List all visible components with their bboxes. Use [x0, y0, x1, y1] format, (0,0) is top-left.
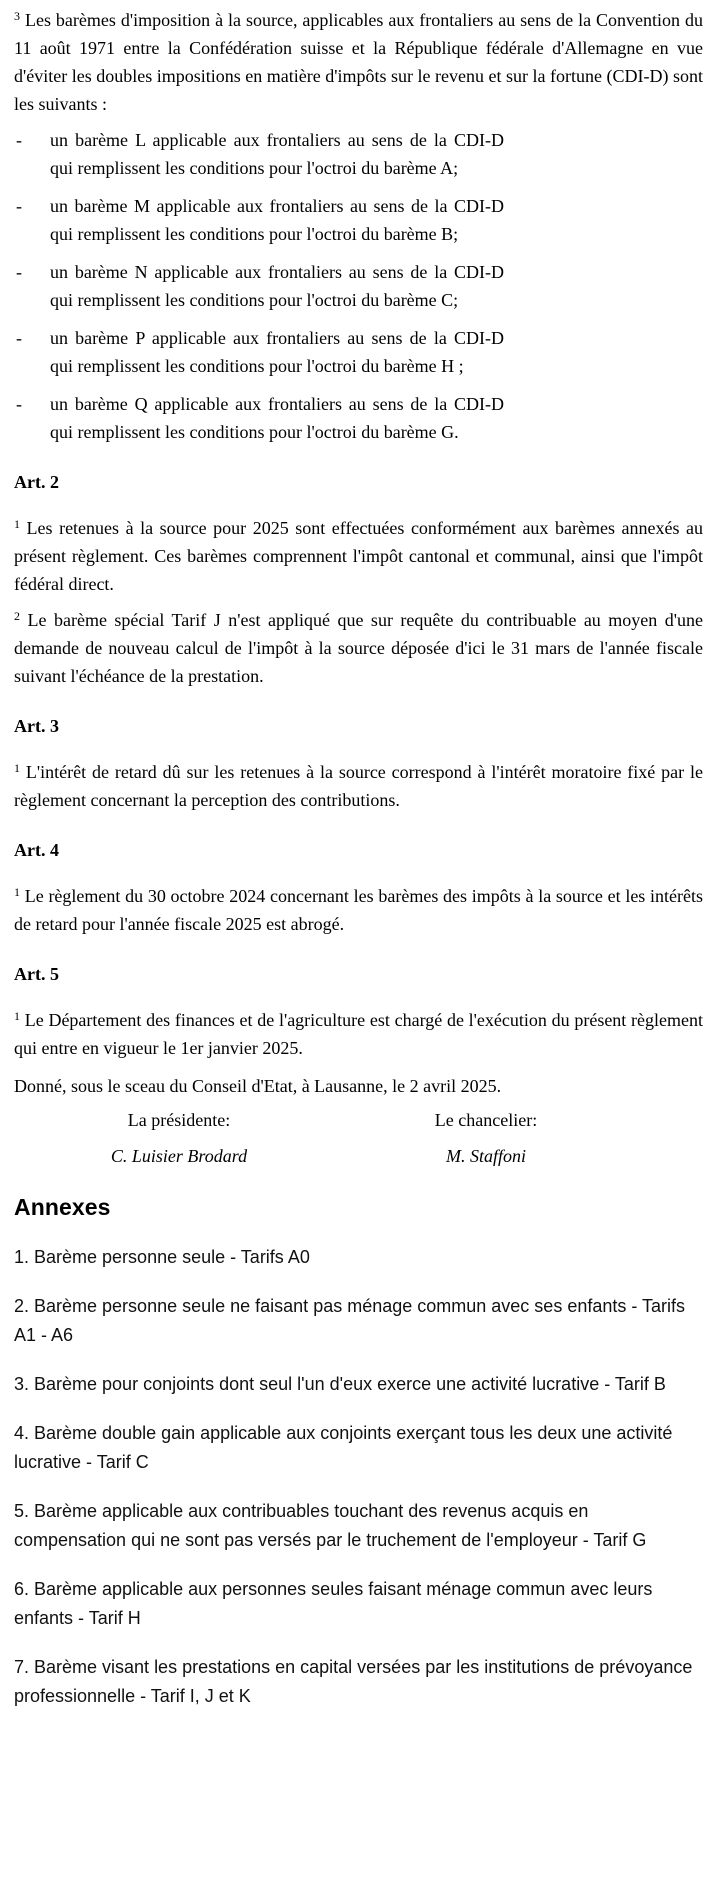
paragraph-number: 2 [14, 609, 20, 623]
list-item-text: un barème L applicable aux frontaliers au sens de la CDI-D qui remplissent les conditions pour l'octroi du barème A; [50, 130, 504, 178]
annex-item: 2. Barème personne seule ne faisant pas ménage commun avec ses enfants - Tarifs A1 - A6 [14, 1296, 686, 1345]
article-3-heading: Art. 3 [14, 716, 59, 736]
annex-item: 5. Barème applicable aux contribuables touchant des revenus acquis en compensation qui ne sont pas versés par le truchement de l'employeur - Tarif G [14, 1501, 647, 1550]
paragraph-text: Le barème spécial Tarif J n'est appliqué que sur requête du contribuable au moyen d'une demande de nouveau calcul de l'impôt à la source déposée d'ici le 31 mars de l'année fiscale suivant l'échéance de la prestation. [14, 610, 704, 686]
paragraph-text: Le Département des finances et de l'agriculture est chargé de l'exécution du présent règlement qui entre en vigueur le 1er janvier 2025. [14, 1010, 703, 1058]
annexes-section [14, 1194, 703, 1711]
article-2-paragraph-2 [14, 606, 703, 690]
annex-item: 7. Barème visant les prestations en capital versées par les institutions de prévoyance professionnelle - Tarif I, J et K [14, 1657, 693, 1706]
list-item-text: un barème Q applicable aux frontaliers au sens de la CDI-D qui remplissent les conditions pour l'octroi du barème G. [50, 394, 504, 442]
article-3-paragraph-1 [14, 758, 703, 814]
list-item [14, 258, 504, 314]
list-item-text: un barème P applicable aux frontaliers au sens de la CDI-D qui remplissent les conditions pour l'octroi du barème H ; [50, 328, 504, 376]
signature-name: M. Staffoni [446, 1146, 526, 1166]
article-5-heading: Art. 5 [14, 964, 59, 984]
list-item [14, 192, 504, 248]
dash-bullet: - [16, 394, 22, 414]
regulation-body [14, 6, 703, 1170]
paragraph-number: 3 [14, 9, 20, 23]
tariff-list [14, 126, 703, 446]
paragraph-number: 1 [14, 1009, 20, 1023]
list-item [14, 390, 504, 446]
dash-bullet: - [16, 328, 22, 348]
signature-role: La présidente: [127, 1110, 231, 1130]
dash-bullet: - [16, 262, 22, 282]
paragraph-text: Le règlement du 30 octobre 2024 concernant les barèmes des impôts à la source et les intérêts de retard pour l'année fiscale 2025 est abrogé. [14, 886, 704, 934]
article-5-paragraph-1 [14, 1006, 703, 1062]
annex-item: 4. Barème double gain applicable aux conjoints exerçant tous les deux une activité lucrative - Tarif C [14, 1423, 673, 1472]
intro-paragraph [14, 6, 703, 118]
article-4-paragraph-1 [14, 882, 703, 938]
annex-item: 1. Barème personne seule - Tarifs A0 [14, 1247, 310, 1267]
list-item [14, 126, 504, 182]
signature-chancellor [366, 1106, 606, 1170]
signature-role: Le chancelier: [434, 1110, 538, 1130]
annex-item: 6. Barème applicable aux personnes seules faisant ménage commun avec leurs enfants - Tarif H [14, 1579, 653, 1628]
signature-name: C. Luisier Brodard [110, 1146, 248, 1166]
list-item [14, 324, 504, 380]
paragraph-number: 1 [14, 517, 20, 531]
list-item-text: un barème M applicable aux frontaliers au sens de la CDI-D qui remplissent les conditions pour l'octroi du barème B; [50, 196, 504, 244]
given-statement: Donné, sous le sceau du Conseil d'Etat, à Lausanne, le 2 avril 2025. [14, 1076, 502, 1096]
article-2-paragraph-1 [14, 514, 703, 598]
paragraph-number: 1 [14, 761, 20, 775]
paragraph-text: Les retenues à la source pour 2025 sont effectuées conformément aux barèmes annexés au présent règlement. Ces barèmes comprennent l'impôt cantonal et communal, ainsi que l'impôt fédéral direct. [14, 518, 703, 594]
dash-bullet: - [16, 130, 22, 150]
signature-president [14, 1106, 344, 1170]
annex-item: 3. Barème pour conjoints dont seul l'un d'eux exerce une activité lucrative - Tarif B [14, 1374, 666, 1394]
intro-text: Les barèmes d'imposition à la source, applicables aux frontaliers au sens de la Convention du 11 août 1971 entre la Confédération suisse et la République fédérale d'Allemagne en vue d'éviter les doubles impositions en matière d'impôts sur le revenu et sur la fortune (CDI-D) sont les suivants : [14, 10, 703, 114]
signature-block [14, 1106, 703, 1170]
paragraph-text: L'intérêt de retard dû sur les retenues à la source correspond à l'intérêt moratoire fixé par le règlement concernant la perception des contributions. [14, 762, 703, 810]
annexes-title: Annexes [14, 1194, 111, 1220]
article-2-heading: Art. 2 [14, 472, 59, 492]
paragraph-number: 1 [14, 885, 20, 899]
list-item-text: un barème N applicable aux frontaliers au sens de la CDI-D qui remplissent les conditions pour l'octroi du barème C; [50, 262, 504, 310]
article-4-heading: Art. 4 [14, 840, 59, 860]
dash-bullet: - [16, 196, 22, 216]
